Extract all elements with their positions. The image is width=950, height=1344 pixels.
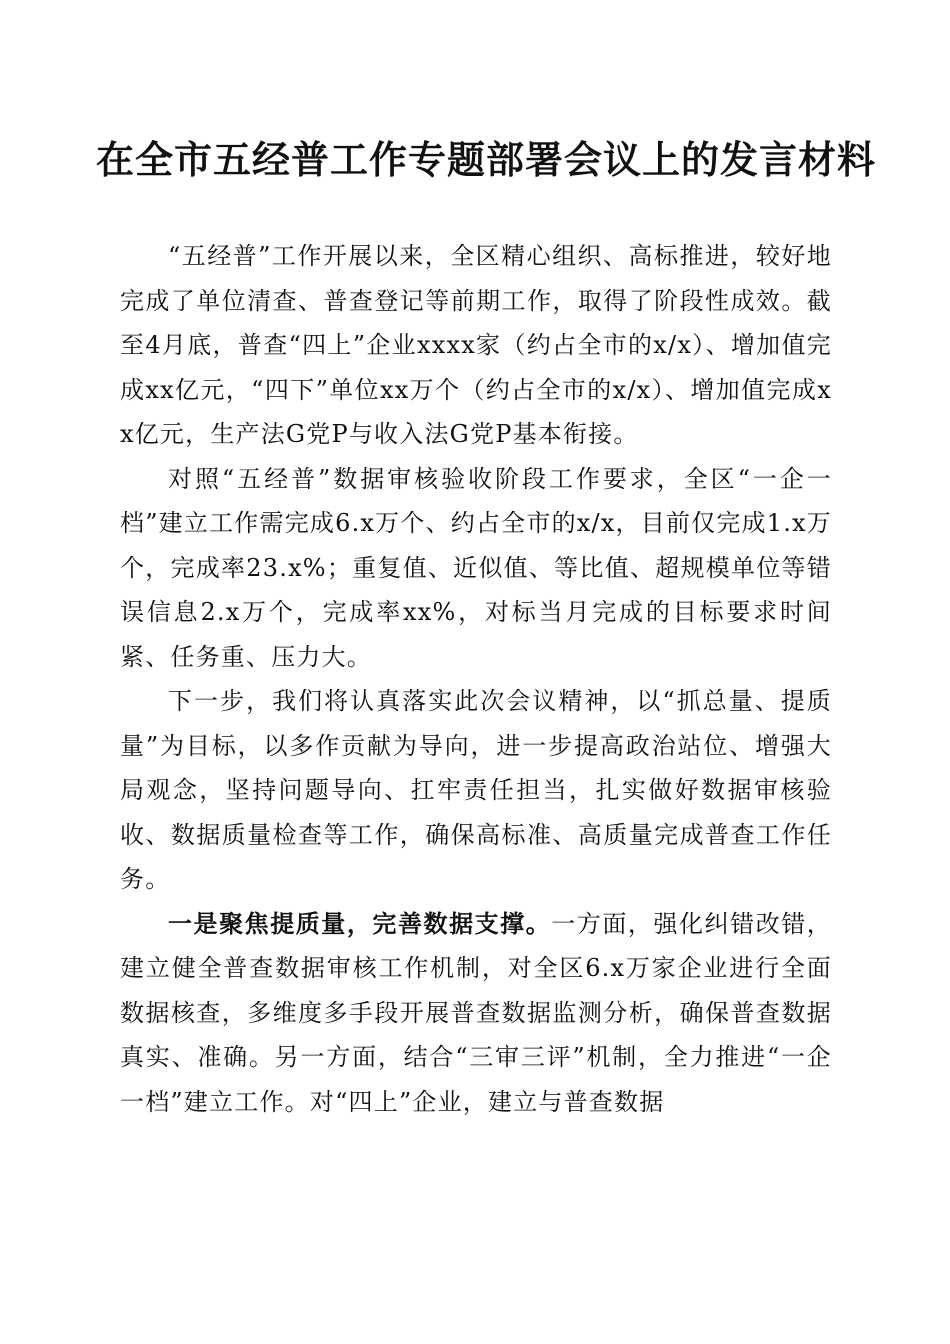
paragraph-4-lead: 一是聚焦提质量，完善数据支撑。 [168,908,552,938]
paragraph-1-text: “五经普”工作开展以来，全区精心组织、高标推进，较好地完成了单位清查、普查登记等前期工作，取得了阶段性成效。截至4月底，普查“四上”企业xxxx家（约占全市的x/x）、增加值完成xx亿元，“四下”单位xx万个（约占全市的x/x）、增加值完成xx亿元，生产法G党P与收入法G党P基本衔接。 [120,242,832,448]
paragraph-2 [120,457,832,680]
paragraph-4 [120,902,832,1125]
paragraph-3 [120,679,832,902]
document-body [120,234,832,1124]
paragraph-3-text: 下一步，我们将认真落实此次会议精神，以“抓总量、提质量”为目标，以多作贡献为导向，进一步提高政治站位、增强大局观念，坚持问题导向、扛牢责任担当，扎实做好数据审核验收、数据质量检查等工作，确保高标准、高质量完成普查工作任务。 [120,687,832,893]
document-title: 在全市五经普工作专题部署会议上的发言材料 [96,137,877,182]
paragraph-2-text: 对照“五经普”数据审核验收阶段工作要求，全区“一企一档”建立工作需完成6.x万个、约占全市的x/x，目前仅完成1.x万个，完成率23.x%；重复值、近似值、等比值、超规模单位等错误信息2.x万个，完成率xx%，对标当月完成的目标要求时间紧、任务重、压力大。 [120,464,832,671]
paragraph-1 [120,234,832,457]
paragraph-4-text: 一方面，强化纠错改错，建立健全普查数据审核工作机制，对全区6.x万家企业进行全面数据核查，多维度多手段开展普查数据监测分析，确保普查数据真实、准确。另一方面，结合“三审三评”机制，全力推进“一企一档”建立工作。对“四上”企业，建立与普查数据 [120,909,832,1116]
